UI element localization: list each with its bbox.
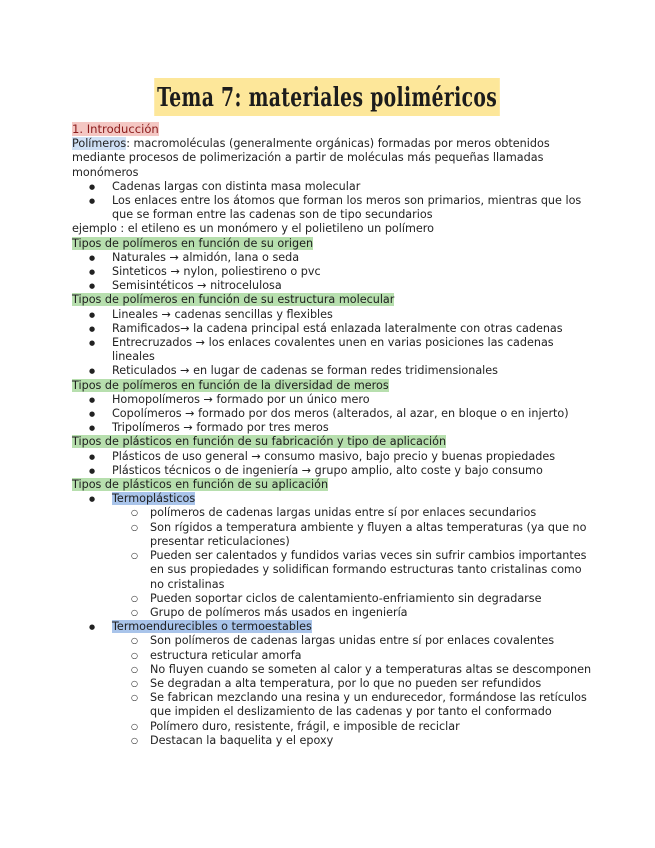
definition-paragraph [72,137,592,180]
heading-label: Tipos de polímeros en función de su origen [72,236,314,250]
subsection-termoplasticos [72,492,592,506]
sub-list-item: ○ Se fabrican mezclando una resina y un endurecedor, formándose las retículos que impiden el deslizamiento de las cadenas y por tanto el conformado [72,691,592,719]
list-item: ● Copolímeros → formado por dos meros (alterados, al azar, en bloque o en injerto) [72,407,592,421]
sub-list-item: ○ Destacan la baquelita y el epoxy [72,734,592,748]
list-item: ● Plásticos de uso general → consumo masivo, bajo precio y buenas propiedades [72,450,592,464]
list-item: ● Lineales → cadenas sencillas y flexibles [72,308,592,322]
list-item: ● Ramificados→ la cadena principal está enlazada lateralmente con otras cadenas [72,322,592,336]
heading-label: 1. Introducción [72,122,159,136]
list-item: ● Semisintéticos → nitrocelulosa [72,279,592,293]
sub-list-item: ○ No fluyen cuando se someten al calor y a temperaturas altas se descomponen [72,663,592,677]
subsection-termoendurecibles [72,620,592,634]
subsection-label: Termoendurecibles o termoestables [112,620,312,634]
section-heading-meros [72,379,592,393]
list-item: ● Naturales → almidón, lana o seda [72,251,592,265]
list-item: ● Entrecruzados → los enlaces covalentes unen en varias posiciones las cadenas lineales [72,336,592,364]
heading-label: Tipos de polímeros en función de la diversidad de meros [72,378,389,392]
heading-label: Tipos de polímeros en función de su estructura molecular [72,293,395,307]
title-container [0,78,655,116]
list-item: ● Los enlaces entre los átomos que forman los meros son primarios, mientras que los que se forman entre las cadenas son de tipo secundarios [72,194,592,222]
list-item: ● Homopolímeros → formado por un único mero [72,393,592,407]
list-item: ● Sinteticos → nylon, poliestireno o pvc [72,265,592,279]
sub-list-item: ○ Grupo de polímeros más usados en ingeniería [72,606,592,620]
section-heading-introduccion [72,122,592,137]
page-title: Tema 7: materiales poliméricos [155,78,501,116]
list-item: ● Cadenas largas con distinta masa molecular [72,180,592,194]
sub-list-item: ○ Pueden ser calentados y fundidos varias veces sin sufrir cambios importantes en sus propiedades y solidifican formando estructuras tanto cristalinas como no cristalinas [72,549,592,592]
list-item: ● Plásticos técnicos o de ingeniería → grupo amplio, alto coste y bajo consumo [72,464,592,478]
term-polimeros: Polímeros [72,137,127,151]
example-text: ejemplo : el etileno es un monómero y el polietileno un polímero [72,222,434,236]
sub-list-item: ○ Polímero duro, resistente, frágil, e imposible de reciclar [72,720,592,734]
definition-text: : macromoléculas (generalmente orgánicas) formadas por meros obtenidos mediante procesos de polimerización a partir de moléculas más pequeñas llamadas monómeros [72,137,550,179]
sub-list-item: ○ Se degradan a alta temperatura, por lo que no pueden ser refundidos [72,677,592,691]
sub-list-item: ○ Son polímeros de cadenas largas unidas entre sí por enlaces covalentes [72,634,592,648]
section-heading-aplicacion [72,478,592,492]
sub-list-item: ○ Pueden soportar ciclos de calentamiento-enfriamiento sin degradarse [72,592,592,606]
heading-label: Tipos de plásticos en función de su aplicación [72,478,329,492]
sub-list-item: ○ estructura reticular amorfa [72,649,592,663]
sub-list-item: ○ polímeros de cadenas largas unidas entre sí por enlaces secundarios [72,506,592,520]
heading-label: Tipos de plásticos en función de su fabricación y tipo de aplicación [72,435,447,449]
section-heading-fabricacion [72,435,592,449]
section-heading-origen [72,237,592,251]
list-item: ● Tripolímeros → formado por tres meros [72,421,592,435]
section-heading-estructura [72,293,592,307]
document-body [72,122,592,748]
sub-list-item: ○ Son rígidos a temperatura ambiente y fluyen a altas temperaturas (ya que no presentar reticulaciones) [72,521,592,549]
subsection-label: Termoplásticos [112,492,196,506]
list-item: ● Reticulados → en lugar de cadenas se forman redes tridimensionales [72,364,592,378]
